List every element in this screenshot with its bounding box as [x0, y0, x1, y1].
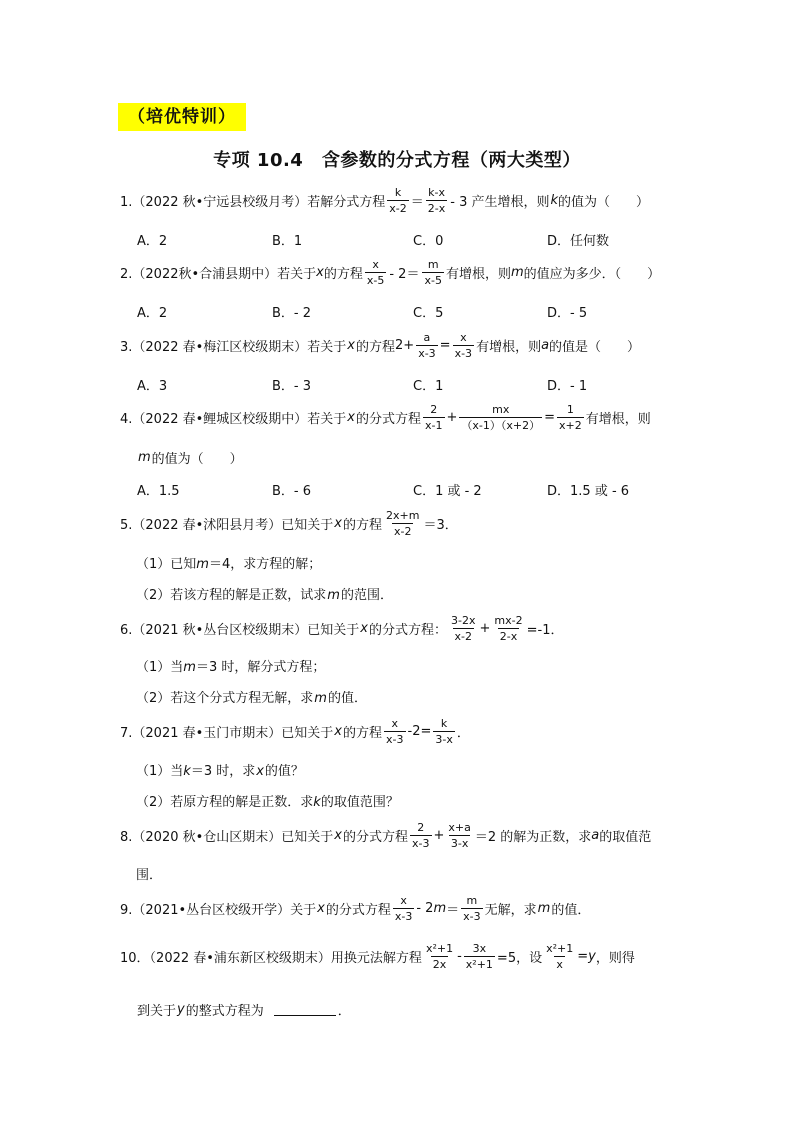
q7-p1-var: k [183, 764, 191, 779]
q4-option-c: C．1 或 - 2 [413, 484, 482, 499]
q1-option-a: A．2 [137, 234, 168, 249]
q7-f2-den: 3-x [435, 733, 453, 746]
q4-f2-den: （x-1）（x+2） [461, 419, 541, 432]
q7-fraction-2 [433, 717, 454, 746]
q3-prefix-2: 的方程 [356, 340, 396, 355]
q8-line-2: 围． [136, 868, 163, 883]
q2-m: m [510, 265, 524, 280]
q2-f2-num: m [427, 258, 439, 271]
q3-fraction-2 [453, 331, 474, 360]
q5-p2-var: m [327, 588, 340, 603]
q9-f1-num: x [400, 894, 407, 907]
q10-line-2 [137, 1000, 351, 1019]
q4-line-2 [137, 448, 243, 467]
q10-f2-num: 3x [472, 942, 487, 955]
q6-prefix-2: 的分式方程： [369, 623, 448, 638]
q6-p2-b: 的值． [327, 691, 367, 706]
q2-option-b: B．- 2 [272, 306, 312, 321]
q6-fraction-2 [492, 614, 524, 643]
q5-p1-var: m [196, 557, 209, 572]
q10-minus: - [457, 949, 462, 964]
q4-option-a: A．1.5 [137, 484, 180, 499]
q4-f1-num: 2 [430, 403, 438, 416]
q9-m: m [433, 901, 447, 916]
q7-f2-num: k [440, 717, 448, 730]
q8-f1-den: x-3 [412, 837, 430, 850]
q1-middle: - 3 产生增根，则 [450, 195, 550, 210]
question-6 [120, 614, 563, 643]
q7-middle: -2= [407, 724, 432, 739]
q9-suffix-1: 无解，求 [484, 903, 537, 918]
q2-fraction-2 [422, 258, 443, 287]
q4-option-b: B．- 6 [272, 484, 312, 499]
q4-x: x [347, 410, 355, 425]
q10-suffix: ，则得 [595, 951, 635, 966]
question-10 [120, 942, 635, 971]
q7-p2-b: 的取值范围？ [320, 795, 399, 810]
question-4 [120, 403, 651, 432]
q3-f2-num: x [460, 331, 467, 344]
q3-option-d: D．- 1 [547, 379, 588, 394]
q10-y: y [588, 949, 596, 964]
q3-f2-den: x-3 [454, 347, 473, 360]
q1-prefix: 1.（2022 秋•宁远县校级月考）若解分式方程 [120, 195, 386, 210]
q2-option-d: D．- 5 [547, 306, 588, 321]
q2-suffix-2: 的值应为多少．（ ） [523, 267, 661, 282]
question-3 [120, 331, 640, 360]
q4-suffix: 有增根，则 [585, 412, 651, 427]
q3-option-a: A．3 [137, 379, 168, 394]
q8-suffix-2: 的取值范 [599, 830, 652, 845]
q10-f1-den: 2x [432, 958, 447, 971]
q10-fraction-3 [544, 942, 575, 971]
q7-part-1 [136, 760, 304, 779]
q1-f1-num: k [394, 186, 402, 199]
question-5 [120, 509, 458, 538]
q4-fraction-3 [557, 403, 584, 432]
q4-f3-num: 1 [566, 403, 574, 416]
q4-equals: = [544, 410, 556, 425]
q7-x: x [334, 724, 342, 739]
q2-prefix: 2.（2022秋•合浦县期中）若关于 [120, 267, 317, 282]
q6-p1-var: m [183, 660, 196, 675]
q5-fraction [384, 509, 421, 538]
question-9 [120, 894, 590, 923]
q3-fraction-1 [416, 331, 437, 360]
q7-part-2 [136, 791, 399, 810]
q5-part-2 [136, 584, 393, 603]
q9-f2-den: x-3 [463, 910, 481, 923]
q5-part-1 [136, 553, 321, 572]
q7-prefix: 7.（2021 春•玉门市期末）已知关于 [120, 726, 334, 741]
q6-fraction-1 [449, 614, 477, 643]
q7-fraction-1 [384, 717, 405, 746]
q1-f2-num: k-x [428, 186, 445, 199]
q2-option-a: A．2 [137, 306, 168, 321]
q6-f2-den: 2-x [499, 630, 518, 643]
q9-f1-den: x-3 [394, 910, 413, 923]
q4-f1-den: x-1 [425, 419, 443, 432]
q4-prefix: 4.（2022 春•鲤城区校级期中）若关于 [120, 412, 347, 427]
q6-p2-var: m [314, 691, 327, 706]
q10-f3-num: x²+1 [546, 942, 574, 955]
q6-plus: + [479, 621, 491, 636]
q9-suffix-2: 的值． [551, 903, 591, 918]
q2-fraction-1 [365, 258, 386, 287]
q7-p1-x: x [256, 764, 264, 779]
q8-x: x [334, 828, 342, 843]
q4-plus: + [446, 410, 458, 425]
q8-f2-den: 3-x [450, 837, 469, 850]
q9-fraction-2 [461, 894, 482, 923]
q4-line-2-text: 的值为（ ） [151, 452, 243, 467]
q3-suffix-2: 的值是（ ） [549, 340, 641, 355]
q7-prefix-2: 的方程 [343, 726, 383, 741]
q10-fraction-1 [424, 942, 455, 971]
q10-answer-blank[interactable] [274, 1003, 336, 1016]
q1-f1-den: x-2 [389, 202, 407, 215]
q8-f1-num: 2 [417, 821, 425, 834]
q8-fraction-1 [410, 821, 431, 850]
question-8 [120, 821, 651, 850]
q3-equals: = [439, 338, 451, 353]
q6-p2-a: （2）若这个分式方程无解，求 [136, 691, 314, 706]
q3-f1-num: a [423, 331, 431, 344]
q9-prefix: 9.（2021•丛台区校级开学）关于 [120, 903, 317, 918]
q2-option-c: C．5 [413, 306, 444, 321]
q1-var: k [550, 193, 559, 208]
q10-f1-num: x²+1 [425, 942, 454, 955]
q5-f-num: 2x+m [386, 509, 420, 522]
q5-f-den: x-2 [394, 525, 412, 538]
q4-f3-den: x+2 [559, 419, 582, 432]
q1-fraction-1 [387, 186, 408, 215]
q6-f2-num: mx-2 [494, 614, 523, 627]
q3-option-b: B．- 3 [272, 379, 312, 394]
q8-prefix-2: 的分式方程 [343, 830, 409, 845]
q10-line-2-c: ． [337, 1004, 351, 1019]
q7-p2-a: （2）若原方程的解是正数．求 [136, 795, 314, 810]
q2-prefix-2: 的方程 [323, 267, 363, 282]
q4-option-d: D．1.5 或 - 6 [547, 484, 630, 499]
q10-line-2-b: 的整式方程为 [185, 1004, 264, 1019]
q7-p1-a: （1）当 [136, 764, 184, 779]
q6-p1-b: ＝3 时，解分式方程； [195, 660, 326, 675]
q5-prefix-2: 的方程 [343, 518, 383, 533]
q9-equals: ＝ [446, 903, 460, 918]
q9-m-2: m [537, 901, 551, 916]
q5-prefix: 5.（2022 春•沭阳县月考）已知关于 [120, 518, 334, 533]
q10-equals: = [577, 949, 589, 964]
q4-fraction-2 [459, 403, 542, 432]
q4-m: m [138, 450, 151, 465]
q4-f2-num: mx [492, 403, 510, 416]
q6-f1-den: x-2 [454, 630, 472, 643]
q8-f2-num: x+a [448, 821, 471, 834]
q5-p2-a: （2）若该方程的解是正数，试求 [136, 588, 327, 603]
q3-suffix-1: 有增根，则 [476, 340, 542, 355]
q10-line-2-a: 到关于 [137, 1004, 177, 1019]
q2-suffix-1: 有增根，则 [445, 267, 511, 282]
q3-f1-den: x-3 [418, 347, 436, 360]
q7-p1-c: 的值？ [264, 764, 304, 779]
q6-part-2 [136, 687, 367, 706]
q6-p1-a: （1）当 [136, 660, 184, 675]
q2-f1-num: x [372, 258, 379, 271]
q7-p2-var: k [313, 795, 321, 810]
q5-p2-b: 的范围． [340, 588, 393, 603]
q1-option-b: B．1 [272, 234, 303, 249]
q6-part-1 [136, 656, 325, 675]
q6-x: x [360, 621, 368, 636]
q3-option-c: C．1 [413, 379, 444, 394]
q1-suffix: 的值为（ ） [558, 195, 650, 210]
q9-f2-num: m [466, 894, 478, 907]
q5-suffix: ＝3． [423, 518, 458, 533]
q7-f1-den: x-3 [386, 733, 404, 746]
page-title: 专项 10.4 含参数的分式方程（两大类型） [213, 150, 581, 171]
q1-equals: ＝ [410, 195, 424, 210]
q9-x: x [317, 901, 325, 916]
q8-a: a [591, 828, 600, 843]
q2-f2-den: x-5 [424, 274, 442, 287]
q5-x: x [334, 516, 342, 531]
q6-f1-num: 3-2x [451, 614, 476, 627]
q7-p1-b: ＝3 时，求 [190, 764, 256, 779]
question-2 [120, 258, 660, 287]
q10-prefix: 10．（2022 春•浦东新区校级期末）用换元法解方程 [120, 951, 422, 966]
q2-middle: - 2＝ [389, 267, 420, 282]
q10-fraction-2 [464, 942, 495, 971]
q8-fraction-2 [446, 821, 472, 850]
q9-fraction-1 [393, 894, 414, 923]
q4-prefix-2: 的分式方程 [356, 412, 422, 427]
q1-option-c: C．0 [413, 234, 444, 249]
q10-line-2-y: y [177, 1002, 185, 1017]
q3-prefix: 3.（2022 春•梅江区校级期末）若关于 [120, 340, 347, 355]
q10-f2-den: x²+1 [465, 958, 493, 971]
q2-x: x [316, 265, 324, 280]
q2-f1-den: x-5 [366, 274, 385, 287]
q6-suffix: =-1． [526, 623, 564, 638]
question-1 [120, 186, 649, 215]
q6-prefix: 6.（2021 秋•丛台区校级期末）已知关于 [120, 623, 360, 638]
q8-plus: + [433, 828, 445, 843]
q3-a: a [541, 338, 550, 353]
q9-middle: - 2 [416, 901, 434, 916]
q1-fraction-2 [426, 186, 447, 215]
q3-lead: 2+ [395, 338, 415, 353]
q1-f2-den: 2-x [427, 202, 446, 215]
q5-p1-b: ＝4，求方程的解； [208, 557, 322, 572]
q8-suffix-1: ＝2 的解为正数，求 [474, 830, 592, 845]
q7-suffix: ． [456, 726, 470, 741]
training-badge: （培优特训） [118, 103, 246, 131]
q1-option-d: D．任何数 [547, 234, 610, 249]
q8-prefix: 8.（2020 秋•仓山区期末）已知关于 [120, 830, 334, 845]
q4-fraction-1 [423, 403, 444, 432]
question-7 [120, 717, 470, 746]
q9-prefix-2: 的分式方程 [325, 903, 391, 918]
q7-f1-num: x [391, 717, 399, 730]
q3-x: x [347, 338, 355, 353]
q10-middle: =5，设 [496, 951, 543, 966]
q10-f3-den: x [556, 958, 563, 971]
q5-p1-a: （1）已知 [136, 557, 197, 572]
